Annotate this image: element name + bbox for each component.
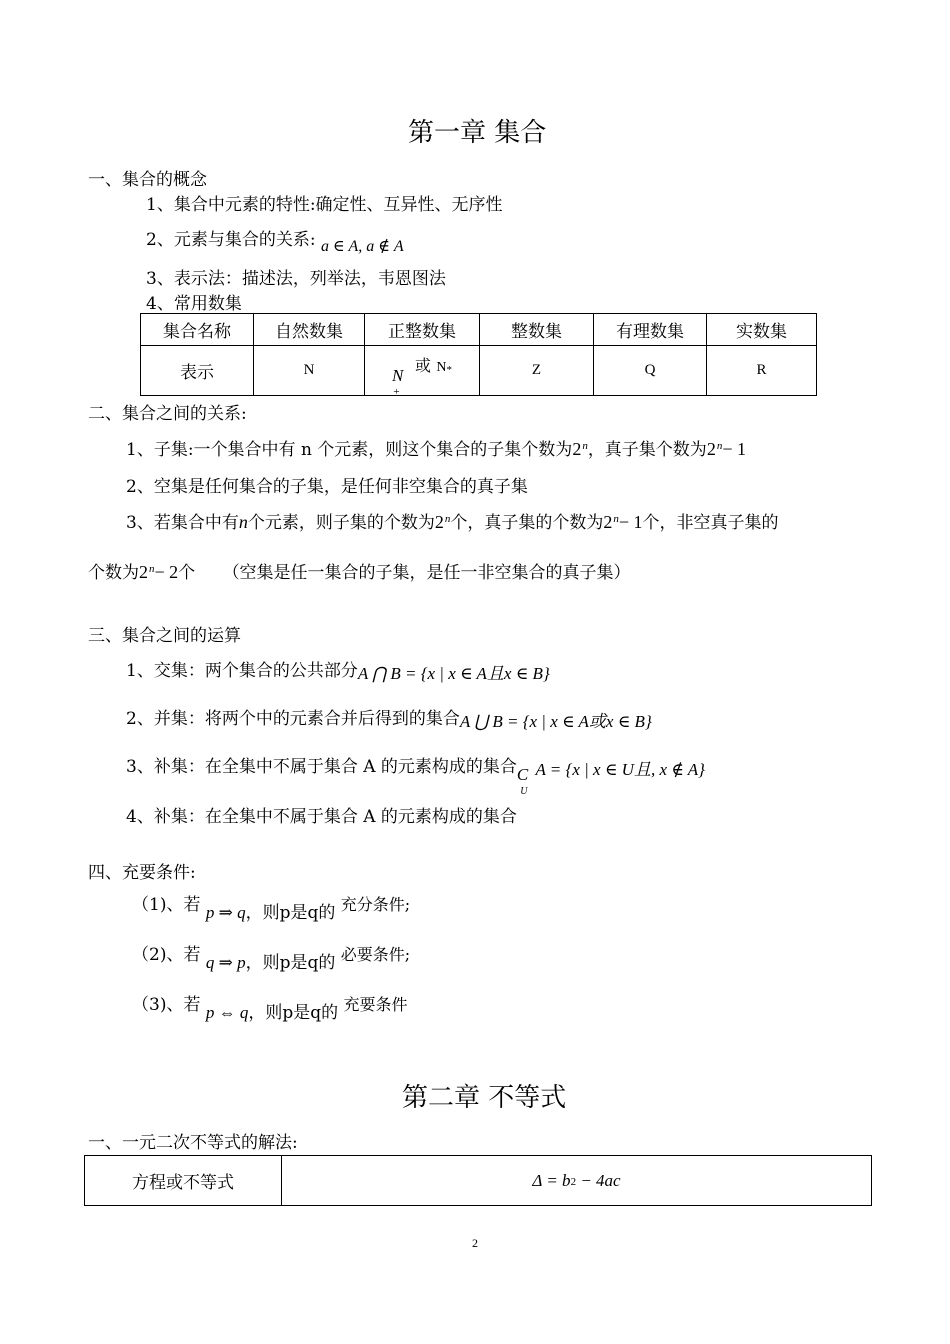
- list-item: [126, 704, 652, 729]
- formula: n: [238, 512, 248, 532]
- table-cell: [282, 1156, 872, 1206]
- table-cell: 方程或不等式: [85, 1156, 282, 1206]
- or-text: 或: [414, 356, 431, 375]
- formula: A ⋂ B = {x | x ∈ A且x ∈ B}: [357, 664, 550, 683]
- formula: − 4ac: [576, 1170, 621, 1190]
- item-text: 个元素，则子集的个数为: [247, 513, 435, 533]
- table-cell: 表示: [141, 346, 254, 396]
- section-heading: 二、集合之间的关系:: [88, 404, 247, 424]
- list-item: [88, 558, 631, 583]
- set-subscript: +: [393, 386, 400, 398]
- item-text: 必要条件;: [340, 945, 411, 964]
- formula: − 2: [154, 562, 179, 582]
- section-heading: 一、集合的概念: [88, 170, 207, 190]
- complement-symbol: C: [516, 765, 529, 784]
- list-item: 1、集合中元素的特性:确定性、互异性、无序性: [146, 195, 503, 215]
- table-header-cell: 实数集: [707, 314, 817, 346]
- section-heading: 三、集合之间的运算: [88, 626, 241, 646]
- chapter-title: 第二章 不等式: [402, 1083, 567, 1113]
- formula: 2: [706, 439, 716, 459]
- table-cell: Q: [594, 346, 707, 396]
- table-header-cell: 集合名称: [141, 314, 254, 346]
- item-text: 个，真子集的个数为: [450, 513, 604, 533]
- item-text: 个，非空真子集的: [642, 513, 779, 533]
- formula: p ⇔ q: [205, 1003, 249, 1022]
- chapter-title: 第一章 集合: [408, 118, 547, 148]
- table-header-cell: 有理数集: [594, 314, 707, 346]
- table-header-cell: 自然数集: [254, 314, 365, 346]
- item-text: 1、子集:一个集合中有 n 个元素，则这个集合的子集个数为: [126, 440, 573, 460]
- list-item: 4、常用数集: [146, 294, 242, 314]
- formula: − 1: [618, 512, 643, 532]
- set-symbol: N: [436, 360, 447, 375]
- item-text: 2、并集：将两个中的元素合并后得到的集合: [126, 709, 460, 729]
- formula: Δ = b: [532, 1170, 571, 1190]
- table-cell: N: [254, 346, 365, 396]
- condition-item: [132, 890, 411, 923]
- item-text: 个数为: [88, 563, 139, 583]
- list-item: [126, 508, 778, 533]
- formula-exponent: n: [582, 440, 588, 452]
- formula: p ⇒ q: [205, 903, 246, 922]
- formula-exponent: n: [613, 513, 619, 525]
- table-cell: Z: [480, 346, 594, 396]
- item-text: ，真子集个数为: [587, 440, 707, 460]
- list-item: 4、补集：在全集中不属于集合 A 的元素构成的集合: [126, 807, 517, 827]
- formula-exponent: n: [444, 513, 451, 525]
- item-text: ，则p是q的: [245, 953, 336, 973]
- formula: q ⇒ p: [205, 953, 246, 972]
- note-text: （空集是任一集合的子集，是任一非空集合的真子集）: [222, 563, 631, 583]
- item-text: ，则p是q的: [248, 1003, 339, 1023]
- formula: 2: [572, 439, 582, 459]
- item-text: ，则p是q的: [245, 903, 336, 923]
- formula: − 1: [722, 439, 746, 459]
- formula: 2: [434, 512, 444, 532]
- set-symbol: N: [391, 366, 404, 385]
- item-text: 2、元素与集合的关系:: [146, 230, 316, 250]
- formula-exponent: n: [149, 563, 155, 575]
- list-item: [146, 225, 404, 255]
- item-text: （3)、若: [132, 995, 201, 1015]
- item-text: 3、补集：在全集中不属于集合 A 的元素构成的集合: [126, 757, 517, 777]
- universal-subscript: U: [520, 786, 528, 797]
- list-item: [126, 656, 550, 681]
- condition-item: [132, 990, 408, 1023]
- formula-exponent: 2: [570, 1175, 577, 1188]
- item-text: 个: [178, 563, 196, 583]
- item-text: 充要条件: [343, 995, 408, 1014]
- item-text: （2)、若: [132, 945, 201, 965]
- condition-item: [132, 940, 411, 973]
- section-heading: 四、充要条件:: [88, 863, 196, 883]
- formula-exponent: n: [716, 440, 723, 452]
- inequality-table: [84, 1155, 872, 1206]
- table-header-cell: 正整数集: [365, 314, 480, 346]
- table-row: [85, 1156, 872, 1206]
- item-text: 1、交集：两个集合的公共部分: [126, 661, 358, 681]
- table-row: [141, 314, 817, 346]
- formula: 2: [139, 562, 148, 582]
- set-subscript: *: [446, 364, 452, 376]
- section-heading: 一、一元二次不等式的解法:: [88, 1133, 298, 1153]
- table-cell: [365, 346, 480, 396]
- item-text: 充分条件;: [340, 895, 411, 914]
- list-item: [126, 435, 746, 460]
- formula: a ∈ A, a ∉ A: [320, 238, 404, 255]
- list-item: 3、表示法：描述法，列举法，韦恩图法: [146, 269, 446, 289]
- number-sets-table: [140, 313, 817, 396]
- table-cell: R: [707, 346, 817, 396]
- list-item: [126, 752, 705, 797]
- item-text: 3、若集合中有: [126, 513, 239, 533]
- table-header-cell: 整数集: [480, 314, 594, 346]
- page-number: 2: [472, 1236, 478, 1250]
- formula: A ⋃ B = {x | x ∈ A或x ∈ B}: [459, 712, 652, 731]
- item-text: （1)、若: [132, 895, 201, 915]
- table-row: [141, 346, 817, 396]
- list-item: 2、空集是任何集合的子集，是任何非空集合的真子集: [126, 477, 528, 497]
- formula: 2: [603, 512, 613, 532]
- formula: A = {x | x ∈ U且, x ∉ A}: [535, 760, 705, 779]
